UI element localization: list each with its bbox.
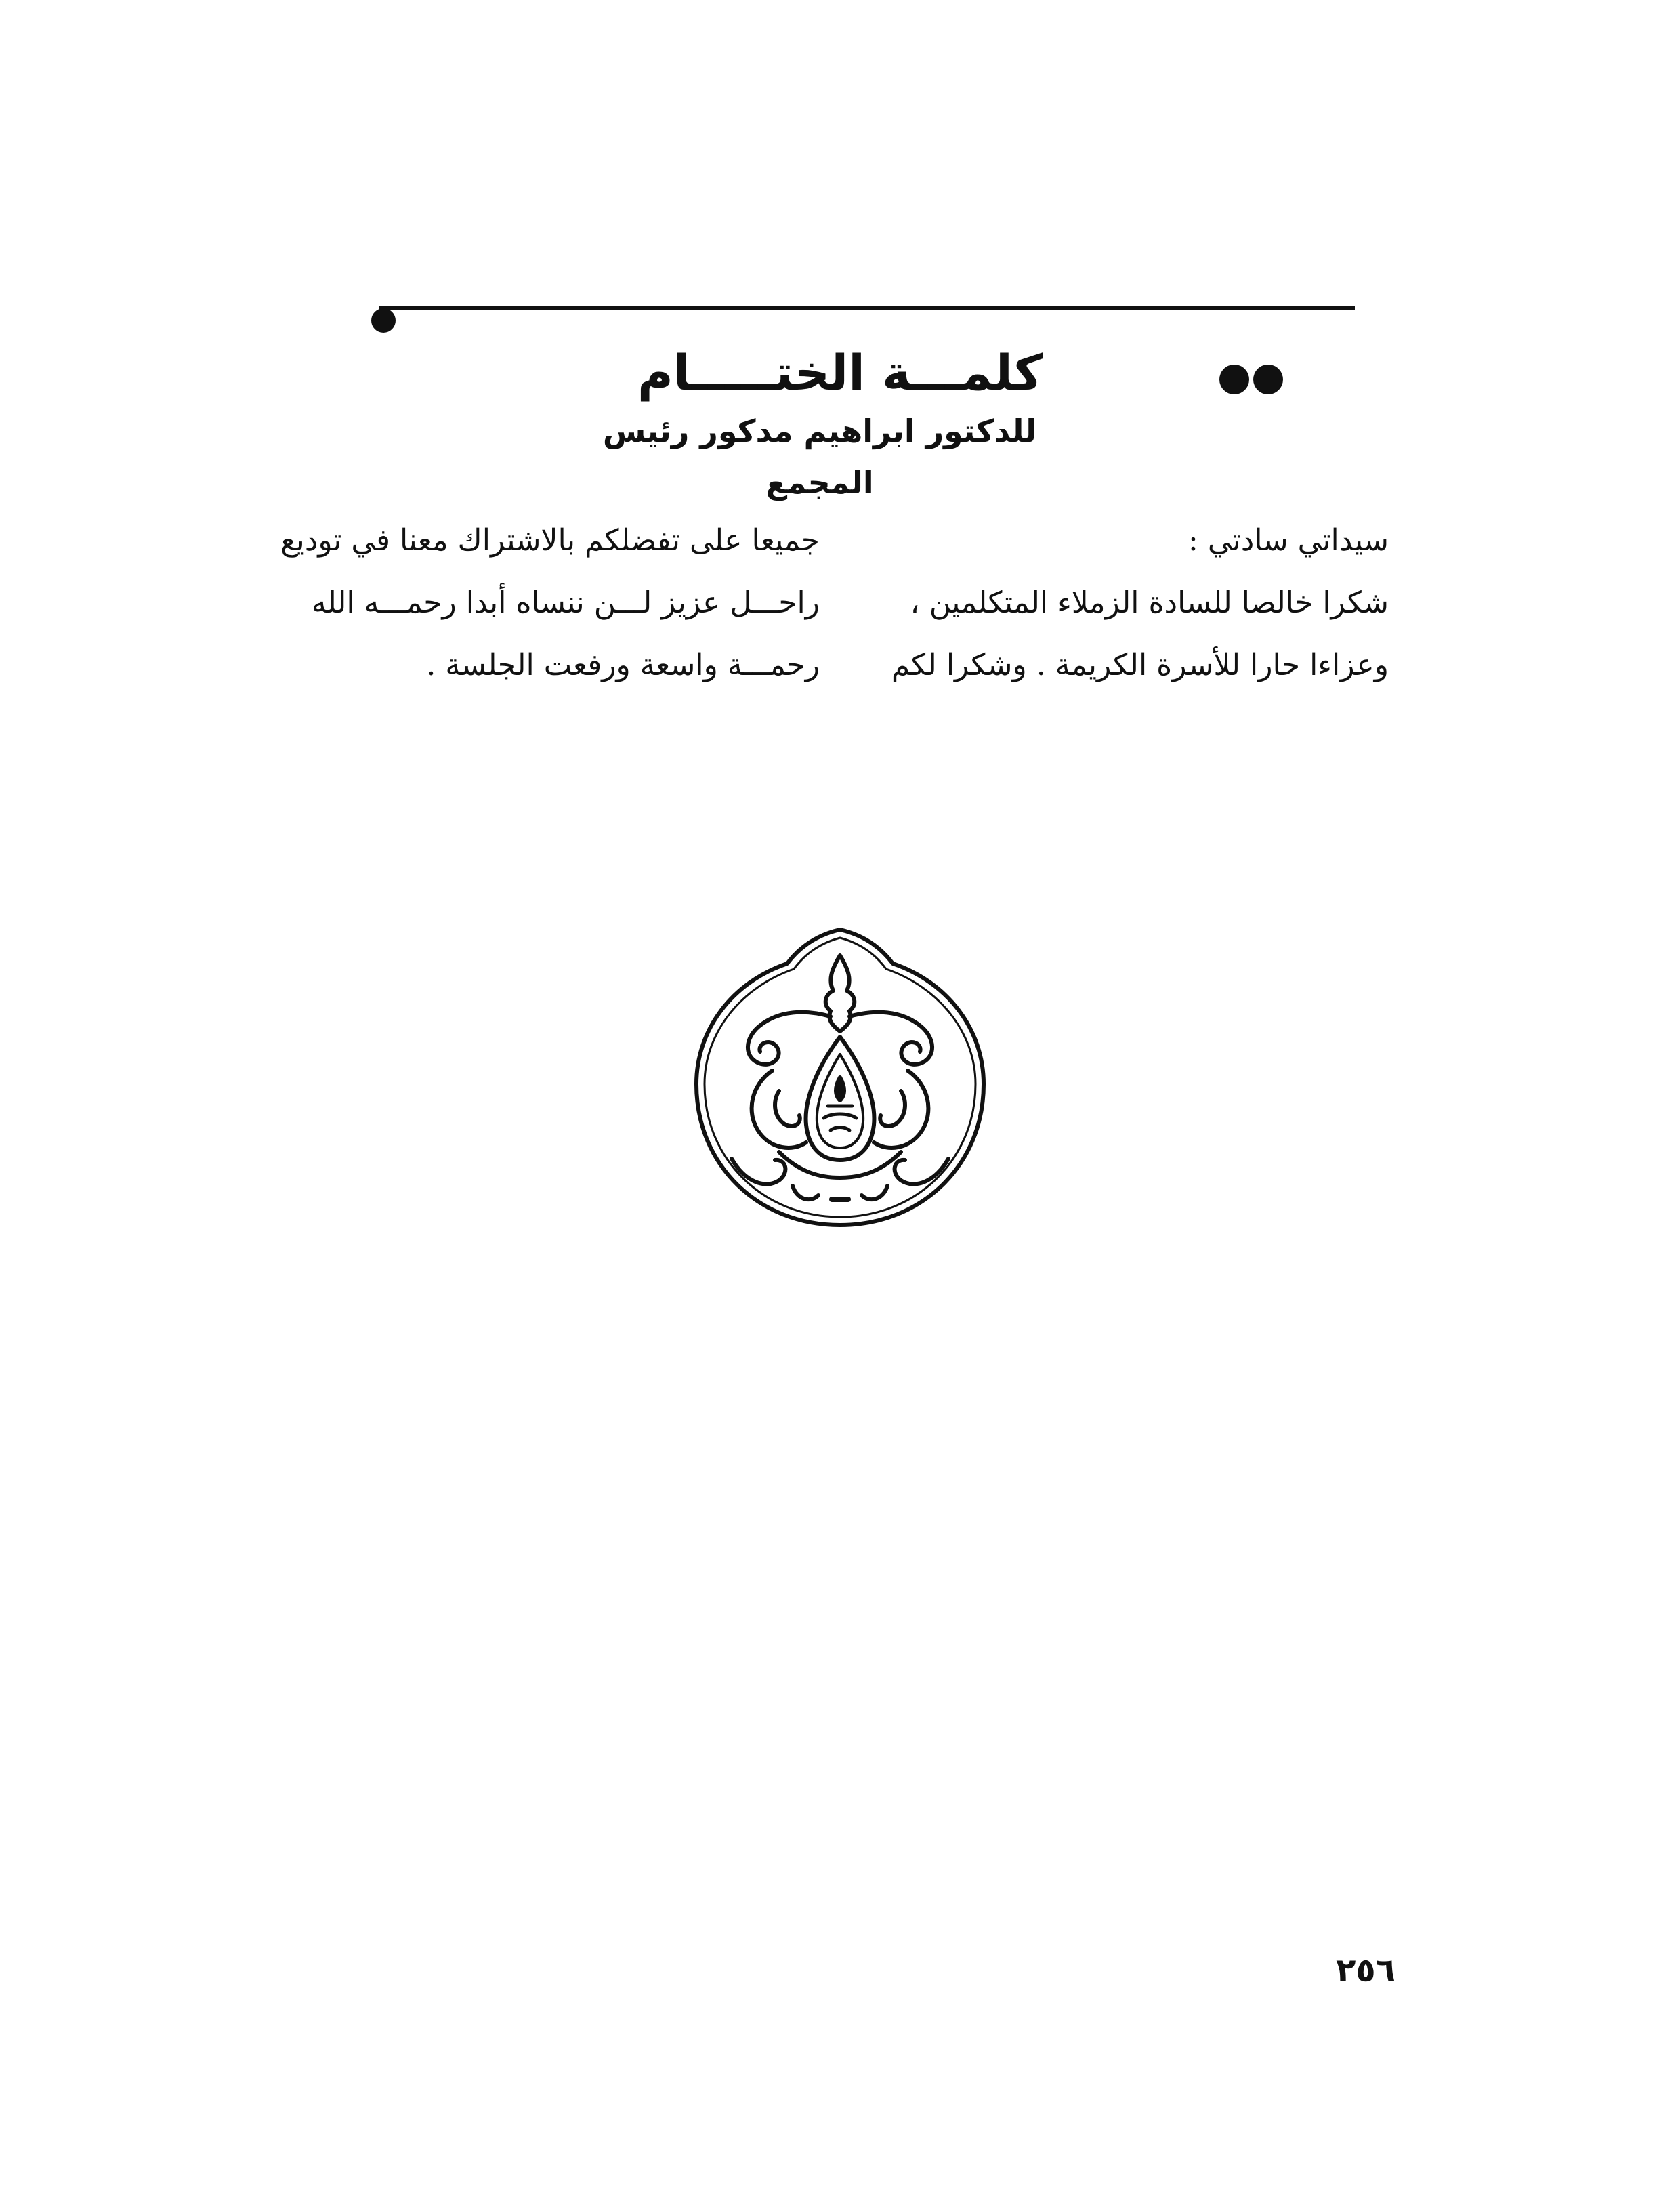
text-line: سيداتي سادتي : [1188,523,1389,558]
header-rule [379,306,1355,310]
bullet-dots-icon [1219,365,1287,394]
academy-emblem-icon [677,915,1003,1240]
text-line: راحـــل عزيز لـــن ننساه أبدا رحمـــه الله [311,585,820,620]
page-subtitle: للدكتور ابراهيم مدكور رئيس المجمع [602,413,1037,501]
rule-end-dot-icon [371,308,396,333]
text-column-right [874,510,1389,697]
page-number: ٢٥٦ [1336,1952,1395,1989]
text-line: رحمـــة واسعة ورفعت الجلسة . [426,648,820,682]
text-line: شكرا خالصا للسادة الزملاء المتكلمين ، [910,585,1389,620]
text-line: وعزاءا حارا للأسرة الكريمة . وشكرا لكم [891,648,1389,682]
page-title: كلمـــة الختـــــام [637,344,1043,401]
text-line: جميعا على تفضلكم بالاشتراك معنا في توديع [280,523,820,558]
text-column-left [280,510,820,697]
